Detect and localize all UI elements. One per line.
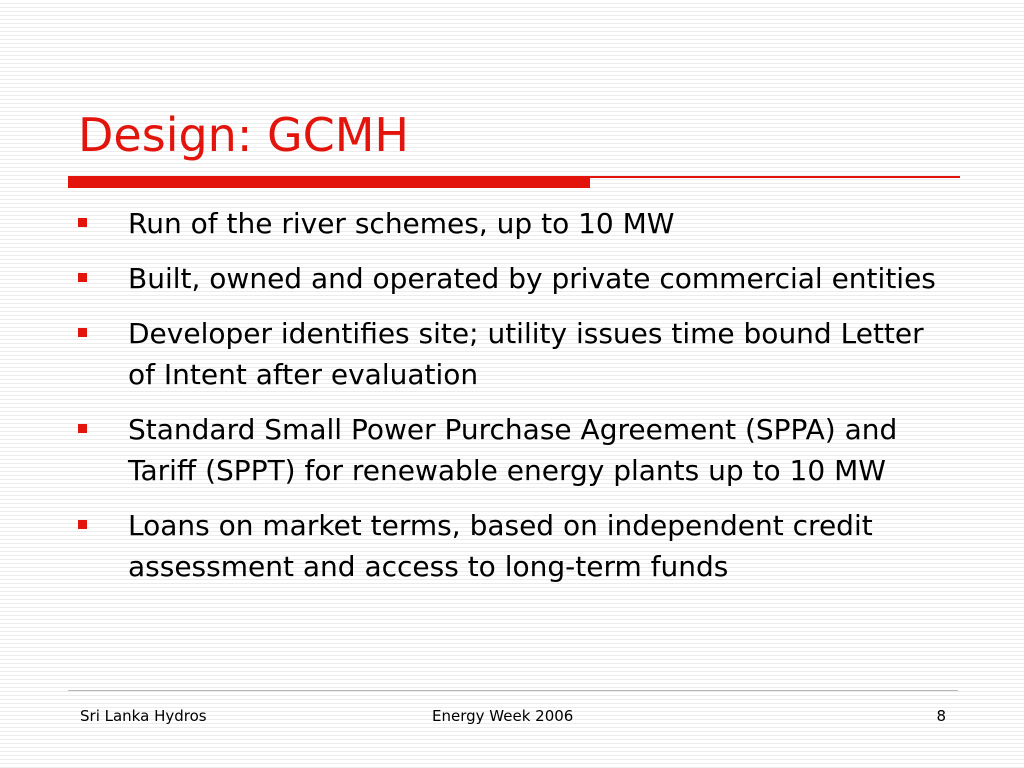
bullet-item <box>78 203 958 244</box>
square-bullet-icon <box>78 328 87 337</box>
square-bullet-icon <box>78 520 87 529</box>
square-bullet-icon <box>78 218 87 227</box>
bullet-text: Loans on market terms, based on independent credit assessment and access to long-term funds <box>128 509 873 583</box>
square-bullet-icon <box>78 273 87 282</box>
square-bullet-icon <box>78 424 87 433</box>
slide-number: 8 <box>936 707 946 725</box>
bullet-text: Run of the river schemes, up to 10 MW <box>128 207 675 240</box>
footer-event-name: Energy Week 2006 <box>432 707 574 725</box>
bullet-text: Built, owned and operated by private commercial entities <box>128 262 936 295</box>
bullet-item <box>78 258 958 299</box>
bullet-list <box>78 203 958 601</box>
bullet-item <box>78 505 958 587</box>
bullet-text: Standard Small Power Purchase Agreement (SPPA) and Tariff (SPPT) for renewable energy plants up to 10 MW <box>128 413 898 487</box>
slide-title: Design: GCMH <box>78 108 409 162</box>
footer-presentation-name: Sri Lanka Hydros <box>80 707 207 725</box>
footer-divider <box>68 690 958 691</box>
bullet-item <box>78 313 958 395</box>
title-underline-thin <box>590 176 960 178</box>
title-underline-thick <box>68 176 590 188</box>
bullet-text: Developer identifies site; utility issues time bound Letter of Intent after evaluation <box>128 317 924 391</box>
bullet-item <box>78 409 958 491</box>
